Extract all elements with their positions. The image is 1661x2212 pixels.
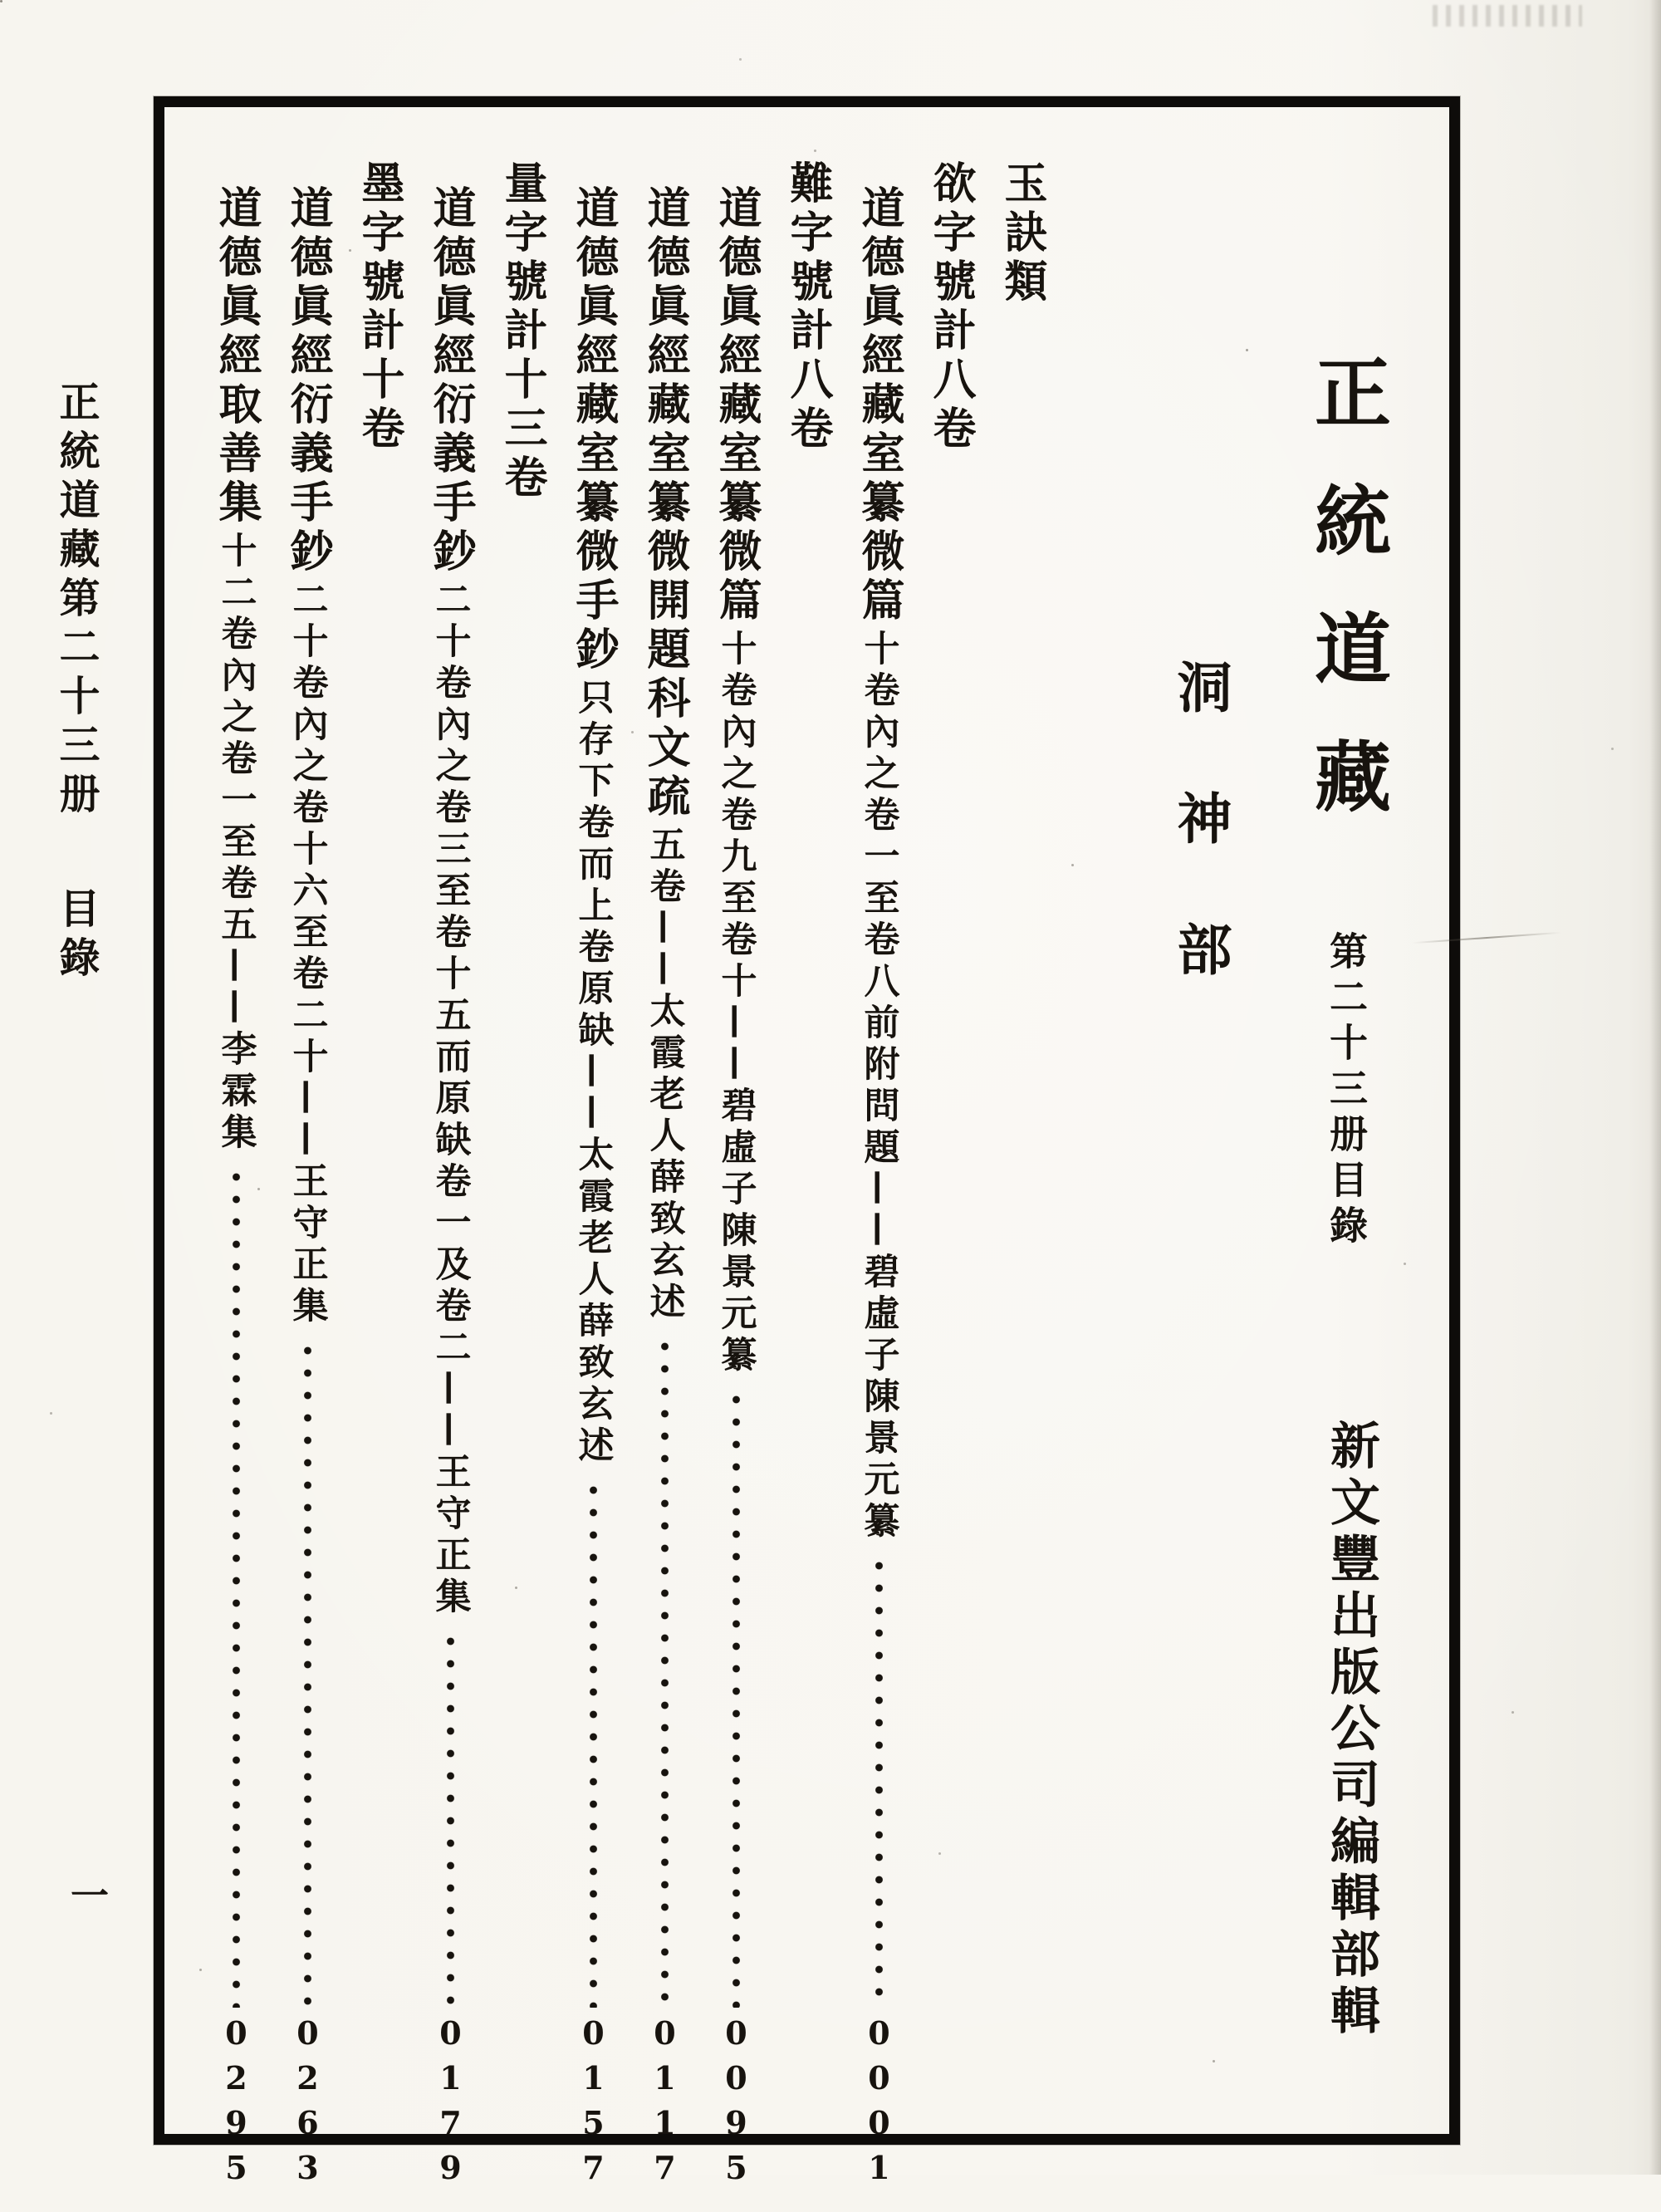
toc-category	[486, 107, 557, 2187]
toc-entry	[414, 107, 486, 2212]
dotted-leader	[232, 1166, 241, 2008]
toc-entry	[700, 107, 772, 2212]
entry-page-number: 0295	[218, 2014, 255, 2194]
entry-page-number: 0263	[289, 2014, 326, 2194]
section-label: 洞神部	[1168, 659, 1232, 1052]
dotted-leader	[875, 1555, 884, 2008]
toc-entry	[557, 107, 629, 2212]
entry-detail: 二十卷內之卷十六至卷二十——王守正集	[287, 581, 329, 1328]
spine-caption	[53, 380, 100, 986]
entry-page-number: 0095	[718, 2014, 755, 2194]
dotted-leader	[732, 1389, 741, 2008]
toc-entry	[200, 107, 272, 2212]
toc-entry	[629, 107, 700, 2212]
entry-page-number: 0117	[646, 2014, 684, 2194]
category-label: 玉訣類	[997, 160, 1046, 307]
entry-detail: 十卷內之卷一至卷八前附問題——碧虛子陳景元纂	[858, 630, 900, 1543]
entry-page-number: 0001	[860, 2014, 898, 2194]
entry-page-number: 0179	[432, 2014, 469, 2194]
folio-number: 一	[65, 1876, 110, 1914]
toc-category	[772, 107, 843, 2187]
entry-detail: 只存下卷而上卷原缺——太霞老人薛致玄述	[572, 679, 615, 1468]
entry-title: 道德眞經藏室纂微手鈔	[568, 185, 618, 675]
scan-edge-shadow	[1649, 0, 1661, 2175]
content-frame	[154, 96, 1460, 2194]
category-label: 欲字號計八卷	[925, 160, 975, 454]
entry-detail: 十卷內之卷九至卷十——碧虛子陳景元纂	[715, 630, 757, 1377]
entry-title: 道德眞經衍義手鈔	[425, 185, 475, 577]
dotted-leader	[589, 1479, 598, 2008]
entry-title: 道德眞經衍義手鈔	[282, 185, 332, 577]
category-label: 墨字號計十卷	[354, 160, 404, 454]
scan-smudge	[1433, 5, 1582, 27]
dotted-leader	[303, 1340, 312, 2008]
entry-title: 道德眞經藏室纂微篇	[711, 185, 761, 626]
toc-entry	[843, 107, 914, 2212]
entry-detail: 五卷——太霞老人薛致玄述	[644, 826, 686, 1324]
entry-title: 道德眞經藏室纂微篇	[854, 185, 904, 626]
spine-title: 正統道藏第二十三册	[53, 380, 100, 822]
paper-specks	[0, 0, 2, 2]
entry-detail: 十二卷內之卷一至卷五——李霖集	[215, 532, 257, 1155]
toc-category	[343, 107, 414, 2187]
dotted-leader	[660, 1336, 669, 2008]
toc-category	[986, 107, 1057, 2187]
category-label: 量字號計十三卷	[497, 160, 546, 503]
toc-entry	[272, 107, 343, 2212]
entry-title: 道德眞經藏室纂微開題科文疏	[639, 185, 689, 822]
toc-columns	[198, 107, 1057, 2194]
entry-detail: 二十卷內之卷三至卷十五而原缺卷一及卷二——王守正集	[429, 581, 472, 1619]
spine-subtitle: 目錄	[53, 887, 100, 986]
dotted-leader	[446, 1631, 455, 2008]
masthead-main-title: 正統道藏	[1302, 353, 1391, 865]
toc-category	[914, 107, 986, 2187]
entry-title: 道德眞經取善集	[211, 185, 261, 528]
category-label: 難字號計八卷	[782, 160, 832, 454]
entry-page-number: 0157	[575, 2014, 612, 2194]
publisher-line: 新文豐出版公司編輯部輯	[1322, 1420, 1380, 2041]
masthead-subtitle: 第二十三册目錄	[1324, 931, 1369, 1252]
masthead	[1302, 353, 1391, 1252]
